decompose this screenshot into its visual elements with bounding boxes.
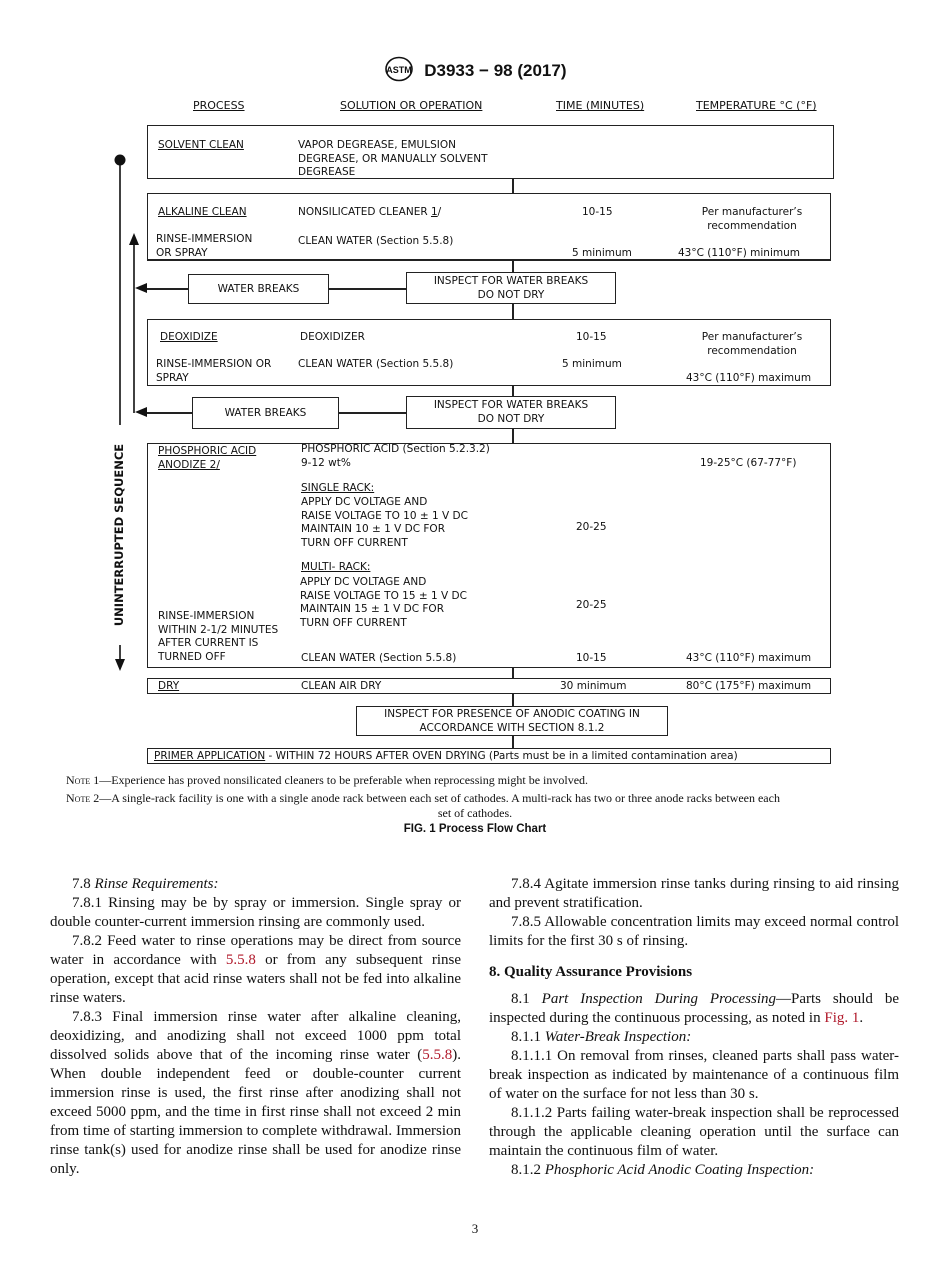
- col-header-time: TIME (MINUTES): [556, 99, 645, 112]
- dry-time: 30 minimum: [560, 680, 627, 692]
- solvent-clean-box: [147, 125, 834, 179]
- para-8-1-1-2: 8.1.1.2 Parts failing water-break inspection shall be reprocessed through the applicable cleaning operation until the surface can maintain the continuous film of water.: [489, 1105, 899, 1159]
- alkaline-clean-process: ALKALINE CLEAN: [158, 206, 247, 218]
- connector-line: [512, 178, 514, 194]
- para-8-1: 8.1 Part Inspection During Processing—Parts should be inspected during the continuous processing, as noted in Fig. 1.: [489, 991, 900, 1026]
- primer-text: PRIMER APPLICATION - WITHIN 72 HOURS AFTER OVEN DRYING (Parts must be in a limited contamination area): [154, 750, 738, 762]
- para-7-8-3: 7.8.3 Final immersion rinse water after alkaline cleaning, deoxidizing, and anodizing shall not exceed 1000 ppm total dissolved solids above that of the incoming rinse water (5.5.8). When double independent feed or double-counter current immersion rinse is used, the first rinse after anodizing shall not exceed 5000 ppm, and the time in first rinse shall not exceed 2 min from time of starting immersion to complete withdrawal. Immersion rinse tank(s) used for anodize rinse shall be used for anodize rinse only.: [50, 1009, 461, 1177]
- connector-line: [143, 412, 193, 414]
- left-arrow-icon: [135, 283, 147, 293]
- para-7-8-4: 7.8.4 Agitate immersion rinse tanks during rinsing to aid rinsing and prevent stratification.: [489, 876, 899, 911]
- deoxidize-temp: Per manufacturer’s recommendation: [701, 331, 803, 357]
- anodize-temp: 19-25°C (67-77°F): [700, 457, 797, 469]
- rinse1-process: RINSE-IMMERSION OR SPRAY: [156, 233, 253, 259]
- rinse3-time: 10-15: [576, 652, 607, 664]
- inspect-anodic-coating-box: INSPECT FOR PRESENCE OF ANODIC COATING IN ACCORDANCE WITH SECTION 8.1.2: [356, 706, 668, 736]
- note-2-cont: set of cathodes.: [437, 806, 513, 820]
- rinse3-temp: 43°C (110°F) maximum: [686, 652, 812, 664]
- col-header-temperature: TEMPERATURE °C (°F): [696, 99, 817, 112]
- water-breaks-box-1: WATER BREAKS: [188, 274, 329, 304]
- note-1: Note 1—Experience has proved nonsilicated cleaners to be preferable when reprocessing might be involved.: [66, 773, 589, 787]
- rinse2-temp: 43°C (110°F) maximum: [686, 372, 812, 384]
- connector-line: [143, 288, 189, 290]
- deoxidize-time: 10-15: [576, 331, 607, 343]
- astm-logo-icon: [384, 56, 414, 87]
- note-2: Note 2—A single-rack facility is one with a single anode rack between each set of cathodes. A multi-rack has two or three anode racks between each: [66, 791, 780, 805]
- connector-line: [328, 288, 408, 290]
- dry-temp: 80°C (175°F) maximum: [686, 680, 812, 692]
- rinse2-solution: CLEAN WATER (Section 5.5.8): [298, 358, 454, 370]
- para-7-8-1: 7.8.1 Rinsing may be by spray or immersion. Single spray or double counter-current immersion rinsing are commonly used.: [50, 895, 461, 930]
- alkaline-clean-temp: Per manufacturer’s recommendation: [701, 206, 803, 232]
- row-underline: [147, 259, 831, 261]
- connector-line: [512, 428, 514, 444]
- col-header-solution: SOLUTION OR OPERATION: [340, 99, 483, 112]
- connector-line: [512, 303, 514, 320]
- para-7-8-2: 7.8.2 Feed water to rinse operations may be direct from source water in accordance with 5.5.8 or from any subsequent rinse operation, except that acid rinse waters shall not be fed into alkaline rinse waters.: [50, 933, 461, 1006]
- inspect-water-breaks-box-2: INSPECT FOR WATER BREAKS DO NOT DRY: [406, 396, 616, 429]
- solvent-clean-solution: VAPOR DEGREASE, EMULSION DEGREASE, OR MANUALLY SOLVENT DEGREASE: [298, 139, 488, 178]
- down-arrow-icon: [115, 659, 125, 671]
- page-number: 3: [471, 1221, 479, 1236]
- single-rack-steps: APPLY DC VOLTAGE AND RAISE VOLTAGE TO 10 ± 1 V DC MAINTAIN 10 ± 1 V DC FOR TURN OFF CURRENT: [301, 496, 468, 549]
- up-arrow-icon: [129, 233, 139, 245]
- multi-rack-title: MULTI- RACK:: [301, 561, 371, 573]
- link-fig-1[interactable]: Fig. 1: [824, 1010, 860, 1026]
- deoxidize-process: DEOXIDIZE: [160, 331, 218, 343]
- inspect-water-breaks-box-1: INSPECT FOR WATER BREAKS DO NOT DRY: [406, 272, 616, 304]
- figure-caption: FIG. 1 Process Flow Chart: [403, 823, 547, 835]
- solvent-clean-process: SOLVENT CLEAN: [158, 139, 244, 151]
- link-5-5-8[interactable]: 5.5.8: [225, 952, 256, 968]
- deoxidize-solution: DEOXIDIZER: [300, 331, 365, 343]
- multi-rack-time: 20-25: [576, 599, 607, 611]
- uninterrupted-sequence-label: UNINTERRUPTED SEQUENCE: [112, 443, 126, 627]
- link-5-5-8[interactable]: 5.5.8: [422, 1047, 453, 1063]
- dry-process: DRY: [158, 680, 180, 692]
- col-header-process: PROCESS: [193, 99, 245, 112]
- water-breaks-box-2: WATER BREAKS: [192, 397, 339, 429]
- para-7-8: 7.8 Rinse Requirements:: [72, 876, 219, 892]
- right-column: [489, 875, 899, 1180]
- anodize-process: PHOSPHORIC ACID ANODIZE 2/: [158, 445, 257, 471]
- para-8-1-2: 8.1.2 Phosphoric Acid Anodic Coating Inspection:: [511, 1162, 815, 1178]
- connector-line: [512, 735, 514, 749]
- alkaline-clean-solution: NONSILICATED CLEANER 1/: [298, 206, 442, 218]
- section-8-heading: 8. Quality Assurance Provisions: [489, 964, 693, 980]
- rinse1-time: 5 minimum: [572, 247, 632, 259]
- single-rack-time: 20-25: [576, 521, 607, 533]
- left-column: [50, 875, 461, 1179]
- multi-rack-steps: APPLY DC VOLTAGE AND RAISE VOLTAGE TO 15 ± 1 V DC MAINTAIN 15 ± 1 V DC FOR TURN OFF CURRENT: [300, 576, 467, 629]
- rinse1-solution: CLEAN WATER (Section 5.5.8): [298, 235, 454, 247]
- document-header: [0, 56, 950, 87]
- document-title: D3933 − 98 (2017): [424, 60, 567, 80]
- left-arrow-icon: [135, 407, 147, 417]
- rinse2-time: 5 minimum: [562, 358, 622, 370]
- para-8-1-1-1: 8.1.1.1 On removal from rinses, cleaned parts shall pass water-break inspection as indicated by maintenance of a continuous film of water on the surface for not less than 30 s.: [489, 1048, 899, 1102]
- single-rack-title: SINGLE RACK:: [301, 482, 375, 494]
- connector-line: [512, 693, 514, 707]
- logo-text: ASTM: [385, 65, 412, 75]
- alkaline-clean-time: 10-15: [582, 206, 613, 218]
- rinse2-process: RINSE-IMMERSION OR SPRAY: [156, 358, 272, 384]
- rinse3-solution: CLEAN WATER (Section 5.5.8): [301, 652, 457, 664]
- rinse3-process: RINSE-IMMERSION WITHIN 2-1/2 MINUTES AFTER CURRENT IS TURNED OFF: [158, 610, 279, 663]
- connector-line: [338, 412, 408, 414]
- anodize-solution: PHOSPHORIC ACID (Section 5.2.3.2) 9-12 wt%: [301, 443, 490, 469]
- para-8-1-1: 8.1.1 Water-Break Inspection:: [511, 1029, 692, 1045]
- rinse1-temp: 43°C (110°F) minimum: [678, 247, 800, 259]
- dry-solution: CLEAN AIR DRY: [301, 680, 382, 692]
- para-7-8-5: 7.8.5 Allowable concentration limits may exceed normal control limits for the first 30 s of rinsing.: [489, 914, 899, 949]
- uninterrupted-sequence-label-wrap: [110, 430, 130, 640]
